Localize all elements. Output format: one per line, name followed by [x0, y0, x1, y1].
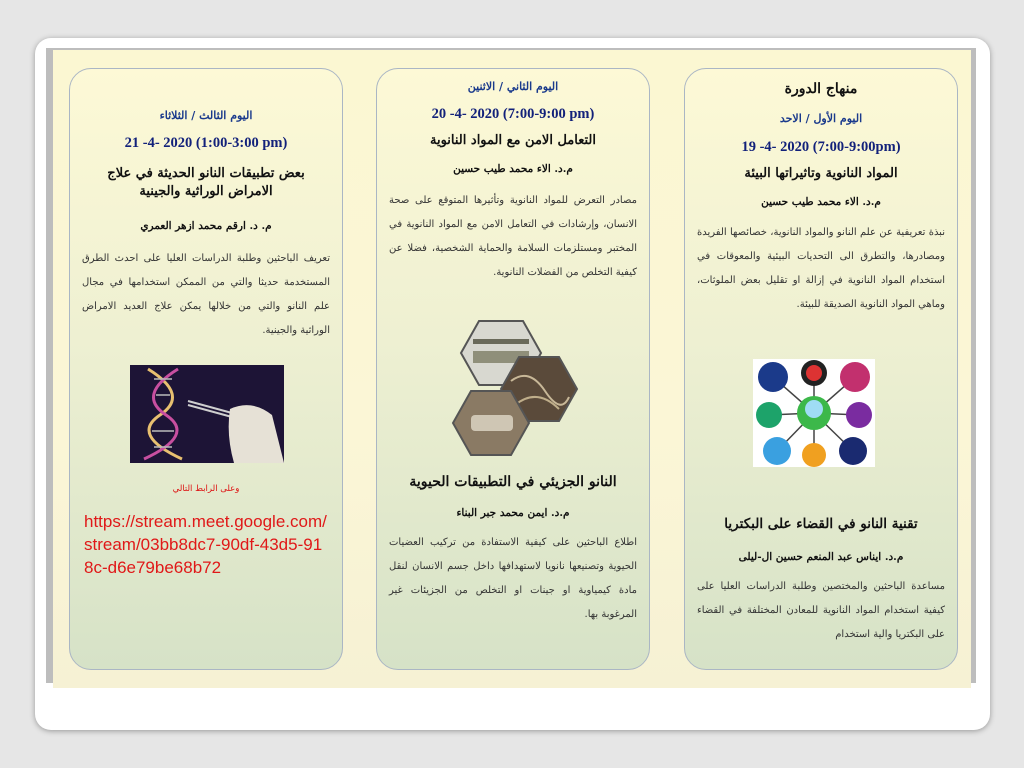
meeting-link[interactable]: https://stream.meet.google.com/stream/03bb8dc7-90df-43d5-918c-d6e79be68b72: [84, 512, 327, 577]
link-label: وعلى الرابط التالي: [172, 484, 240, 494]
day2-date: 20 -4- 2020 (7:00-9:00 pm): [431, 106, 595, 122]
panel-day3: [69, 68, 343, 670]
day1-description: نبذة تعريفية عن علم النانو والمواد النانوية، خصائصها الفريدة ومصادرها، والتطرق الى التحديات البيئية والمعوقات في استخدام المواد النانوية في إزالة او تقليل بعض الملوثات، وماهي المواد النانوية الصديقة للبيئة.: [697, 227, 945, 310]
day3-date: 21 -4- 2020 (1:00-3:00 pm): [124, 135, 288, 151]
day2-speaker2: م.د. ايمن محمد جبر البناء: [456, 507, 570, 519]
day3-title: بعض تطبيقات النانو الحديثة في علاج الامراض الوراثية والجينية: [107, 166, 305, 199]
day2-title: التعامل الامن مع المواد النانوية: [430, 133, 596, 148]
lab-hexagon-photos-icon: [449, 317, 579, 463]
day1-date: 19 -4- 2020 (7:00-9:00pm): [741, 139, 901, 155]
day1-speaker: م.د. الاء محمد طيب حسين: [761, 196, 881, 208]
day1-speaker2: م.د. ايناس عبد المنعم حسين ال-ليلى: [738, 551, 904, 563]
panel-day1: [684, 68, 958, 670]
day1-description2: مساعدة الباحثين والمختصين وطلبة الدراسات العليا على كيفية استخدام المواد النانوية للمعادن المختلفة في القضاء على البكتريا والية استخدام: [697, 581, 945, 640]
day2-description2: اطلاع الباحثين على كيفية الاستفادة من تركيب العضيات الحيوية وتصنيعها نانويا لاستهدافها داخل جسم الانسان لنقل مادة كيمياوية او جينات او التخلص من الجزيئات غير المرغوبة بها.: [389, 537, 637, 620]
slide: [53, 50, 971, 688]
day2-title2: النانو الجزيئي في التطبيقات الحيوية: [409, 474, 617, 490]
nanomaterials-spheres-diagram-icon: [753, 359, 875, 467]
day1-title: المواد النانوية وتاثيراتها البيئة: [744, 166, 898, 181]
course-heading: منهاج الدورة: [784, 81, 858, 97]
day1-title2: تقنية النانو في القضاء على البكتريا: [724, 516, 918, 532]
day1-label: اليوم الأول / الاحد: [779, 112, 863, 125]
day3-description: تعريف الباحثين وطلبة الدراسات العليا على احدث الطرق المستخدمة حديثا والتي من الممكن استخدامها في مجال علم النانو والتي من خلالها يمكن علاج العديد الامراض الوراثية والجينية.: [82, 253, 330, 336]
day3-speaker: م. د. ارقم محمد ازهر العمري: [140, 220, 272, 232]
panel-day2: [376, 68, 650, 670]
dna-helix-tweezers-icon: [130, 365, 284, 463]
day2-description: مصادر التعرض للمواد النانوية وتأثيرها المتوقع على صحة الانسان، وإرشادات في التعامل الامن مع المواد النانوية في المختبر ومستلزمات السلامة والحماية الشخصية، فضلا عن كيفية التخلص من الفضلات النانوية.: [389, 195, 637, 278]
day3-label: اليوم الثالث / الثلاثاء: [159, 109, 253, 122]
day2-speaker: م.د. الاء محمد طيب حسين: [453, 163, 573, 175]
day2-label: اليوم الثاني / الاثنين: [467, 80, 559, 93]
